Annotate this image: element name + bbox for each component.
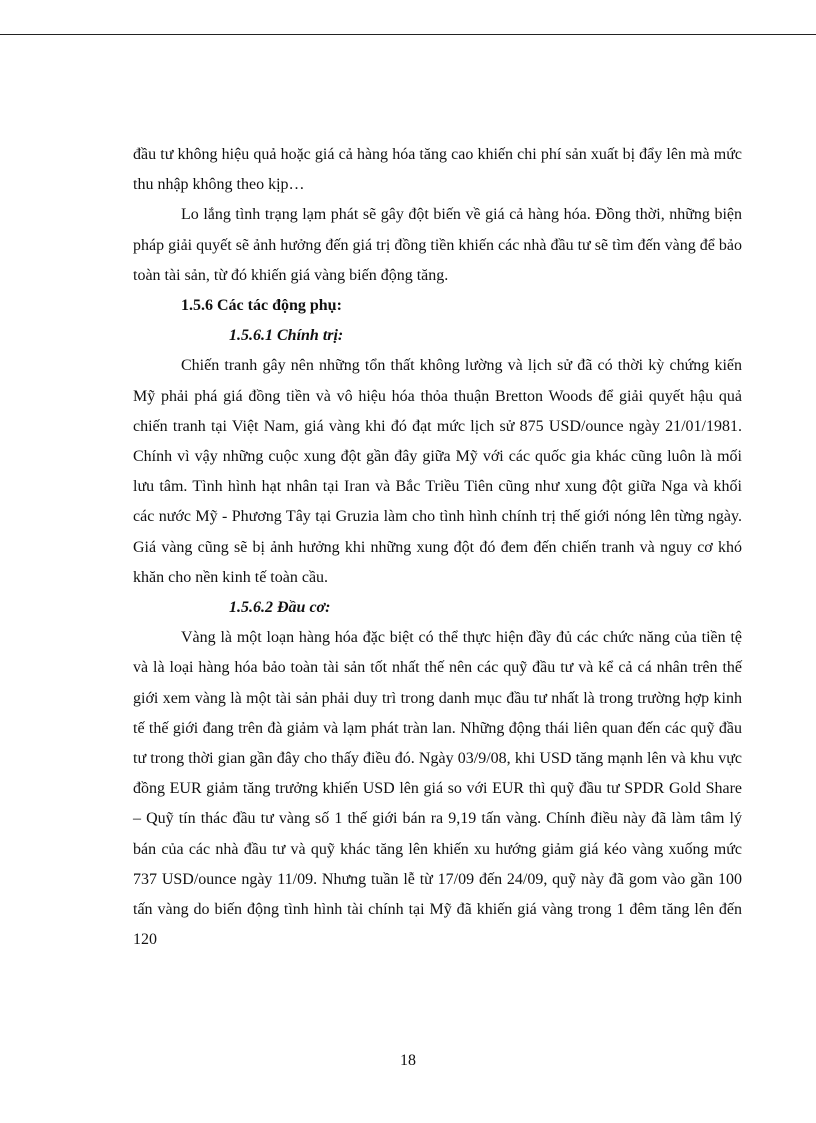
paragraph-politics: Chiến tranh gây nên những tổn thất không lường và lịch sử đã có thời kỳ chứng kiến Mỹ phải phá giá đồng tiền và vô hiệu hóa thỏa thuận Bretton Woods để giải quyết hậu quả chiến tranh tại Việt Nam, giá vàng khi đó đạt mức lịch sử 875 USD/ounce ngày 21/01/1981. Chính vì vậy những cuộc xung đột gần đây giữa Mỹ với các quốc gia khác cũng luôn là mối lưu tâm. Tình hình hạt nhân tại Iran và Bắc Triều Tiên cũng như xung đột giữa Nga và khối các nước Mỹ - Phương Tây tại Gruzia làm cho tình hình chính trị thế giới nóng lên từng ngày. Giá vàng cũng sẽ bị ảnh hưởng khi những xung đột đó đem đến chiến tranh và nguy cơ khó khăn cho nền kinh tế toàn cầu. <box>133 357 742 586</box>
subsection-heading-politics: 1.5.6.1 Chính trị: <box>229 327 344 345</box>
page-number: 18 <box>400 1052 416 1069</box>
section-heading-side-effects: 1.5.6 Các tác động phụ: <box>181 297 342 315</box>
paragraph-speculation: Vàng là một loạn hàng hóa đặc biệt có thể thực hiện đầy đủ các chức năng của tiền tệ và là loại hàng hóa bảo toàn tài sản tốt nhất thế nên các quỹ đầu tư và kể cả cá nhân trên thế giới xem vàng là một tài sản phải duy trì trong danh mục đầu tư nhất là trong trường hợp kinh tế thế giới đang trên đà giảm và lạm phát tràn lan. Những động thái liên quan đến các quỹ đầu tư trong thời gian gần đây cho thấy điều đó. Ngày 03/9/08, khi USD tăng mạnh lên và khu vực đồng EUR giảm tăng trưởng khiến USD lên giá so với EUR thì quỹ đầu tư SPDR Gold Share – Quỹ tín thác đầu tư vàng số 1 thế giới bán ra 9,19 tấn vàng. Chính điều này đã làm tâm lý bán của các nhà đầu tư và quỹ khác tăng lên khiến xu hướng giảm giá kéo vàng xuống mức 737 USD/ounce ngày 11/09. Nhưng tuần lễ từ 17/09 đến 24/09, quỹ này đã gom vào gần 100 tấn vàng do biến động tình hình tài chính tại Mỹ đã khiến giá vàng trong 1 đêm tăng lên đến 120 <box>133 629 742 949</box>
paragraph-inflation-concern: Lo lắng tình trạng lạm phát sẽ gây đột biến về giá cả hàng hóa. Đồng thời, những biện pháp giải quyết sẽ ảnh hưởng đến giá trị đồng tiền khiến các nhà đầu tư sẽ tìm đến vàng để bảo toàn tài sản, từ đó khiến giá vàng biến động tăng. <box>133 206 742 284</box>
page-body <box>133 140 742 955</box>
header-rule <box>0 34 816 35</box>
paragraph-continuation: đầu tư không hiệu quả hoặc giá cả hàng hóa tăng cao khiến chi phí sản xuất bị đẩy lên mà mức thu nhập không theo kịp… <box>133 146 742 194</box>
subsection-heading-speculation: 1.5.6.2 Đầu cơ: <box>229 599 331 617</box>
